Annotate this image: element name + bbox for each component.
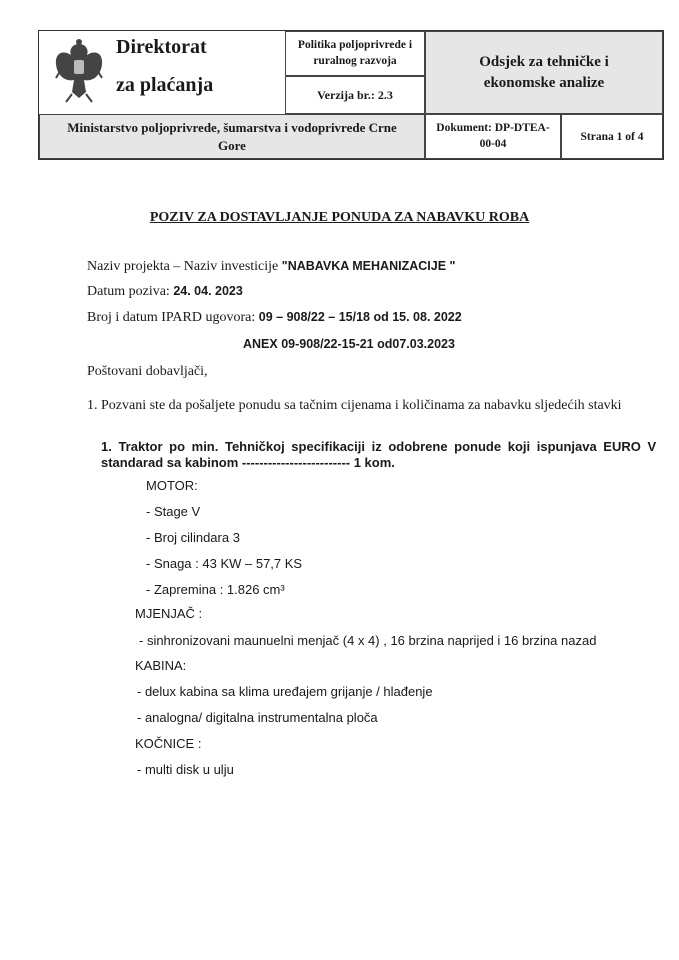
greeting: Poštovani dobavljači, [87, 364, 208, 379]
item-line2: standarad sa kabinom ------------------------- 1 kom. [101, 455, 395, 470]
motor-heading: MOTOR: [146, 478, 198, 493]
ministry-cell [39, 114, 425, 159]
department-cell [425, 31, 663, 114]
page-cell [561, 114, 663, 159]
brakes-spec: - multi disk u ulju [137, 762, 234, 777]
policy-cell [285, 31, 425, 76]
version-cell [285, 76, 425, 114]
version-text: Verzija br.: 2.3 [317, 87, 393, 102]
department-text: Odsjek za tehničke i ekonomske analize [479, 53, 609, 91]
project-label: Naziv projekta – Naziv investicije [87, 259, 282, 274]
org-name-line2: za plaćanja [116, 74, 214, 96]
date-label: Datum poziva: [87, 284, 174, 299]
brakes-heading: KOČNICE : [135, 736, 202, 751]
intro-paragraph: 1. Pozvani ste da pošaljete ponudu sa tačnim cijenama i količinama za nabavku sljedećih stavki [87, 398, 622, 413]
contract-value: 09 – 908/22 – 15/18 od 15. 08. 2022 [258, 310, 462, 324]
cabin-spec: - delux kabina sa klima uređajem grijanje / hlađenje [137, 684, 433, 699]
document-code: Dokument: DP-DTEA-00-04 [436, 121, 550, 150]
contract-label: Broj i datum IPARD ugovora: [87, 310, 259, 325]
project-field [87, 259, 455, 275]
cabin-heading: KABINA: [135, 658, 187, 673]
document-title: POZIV ZA DOSTAVLJANJE PONUDA ZA NABAVKU ROBA [149, 210, 530, 225]
date-field [87, 284, 243, 300]
motor-spec: - Snaga : 43 KW – 57,7 KS [146, 556, 303, 571]
policy-text: Politika poljoprivrede i ruralnog razvoja [297, 38, 413, 67]
motor-spec: - Zapremina : 1.826 cm³ [146, 582, 285, 597]
page-number: Strana 1 of 4 [580, 130, 644, 143]
document-cell [425, 114, 561, 159]
cabin-spec: - analogna/ digitalna instrumentalna ploča [137, 710, 378, 725]
item-line1: 1. Traktor po min. Tehničkoj specifikaciji iz odobrene ponude koji ispunjava EURO V [101, 439, 657, 454]
gearbox-spec: - sinhronizovani maunuelni menjač (4 x 4) , 16 brzina naprijed i 16 brzina nazad [139, 633, 597, 648]
coat-of-arms-icon [52, 38, 106, 104]
contract-field [87, 310, 462, 326]
motor-spec: - Stage V [146, 504, 201, 519]
project-value: "NABAVKA MEHANIZACIJE " [281, 259, 456, 273]
org-name-line1: Direktorat [116, 36, 207, 58]
motor-spec: - Broj cilindara 3 [146, 530, 240, 545]
date-value: 24. 04. 2023 [173, 284, 243, 298]
ministry-text: Ministarstvo poljoprivrede, šumarstva i vodoprivrede Crne Gore [67, 119, 397, 153]
annex-value: ANEX 09-908/22-15-21 od07.03.2023 [243, 337, 455, 351]
gearbox-heading: MJENJAČ : [135, 606, 203, 621]
